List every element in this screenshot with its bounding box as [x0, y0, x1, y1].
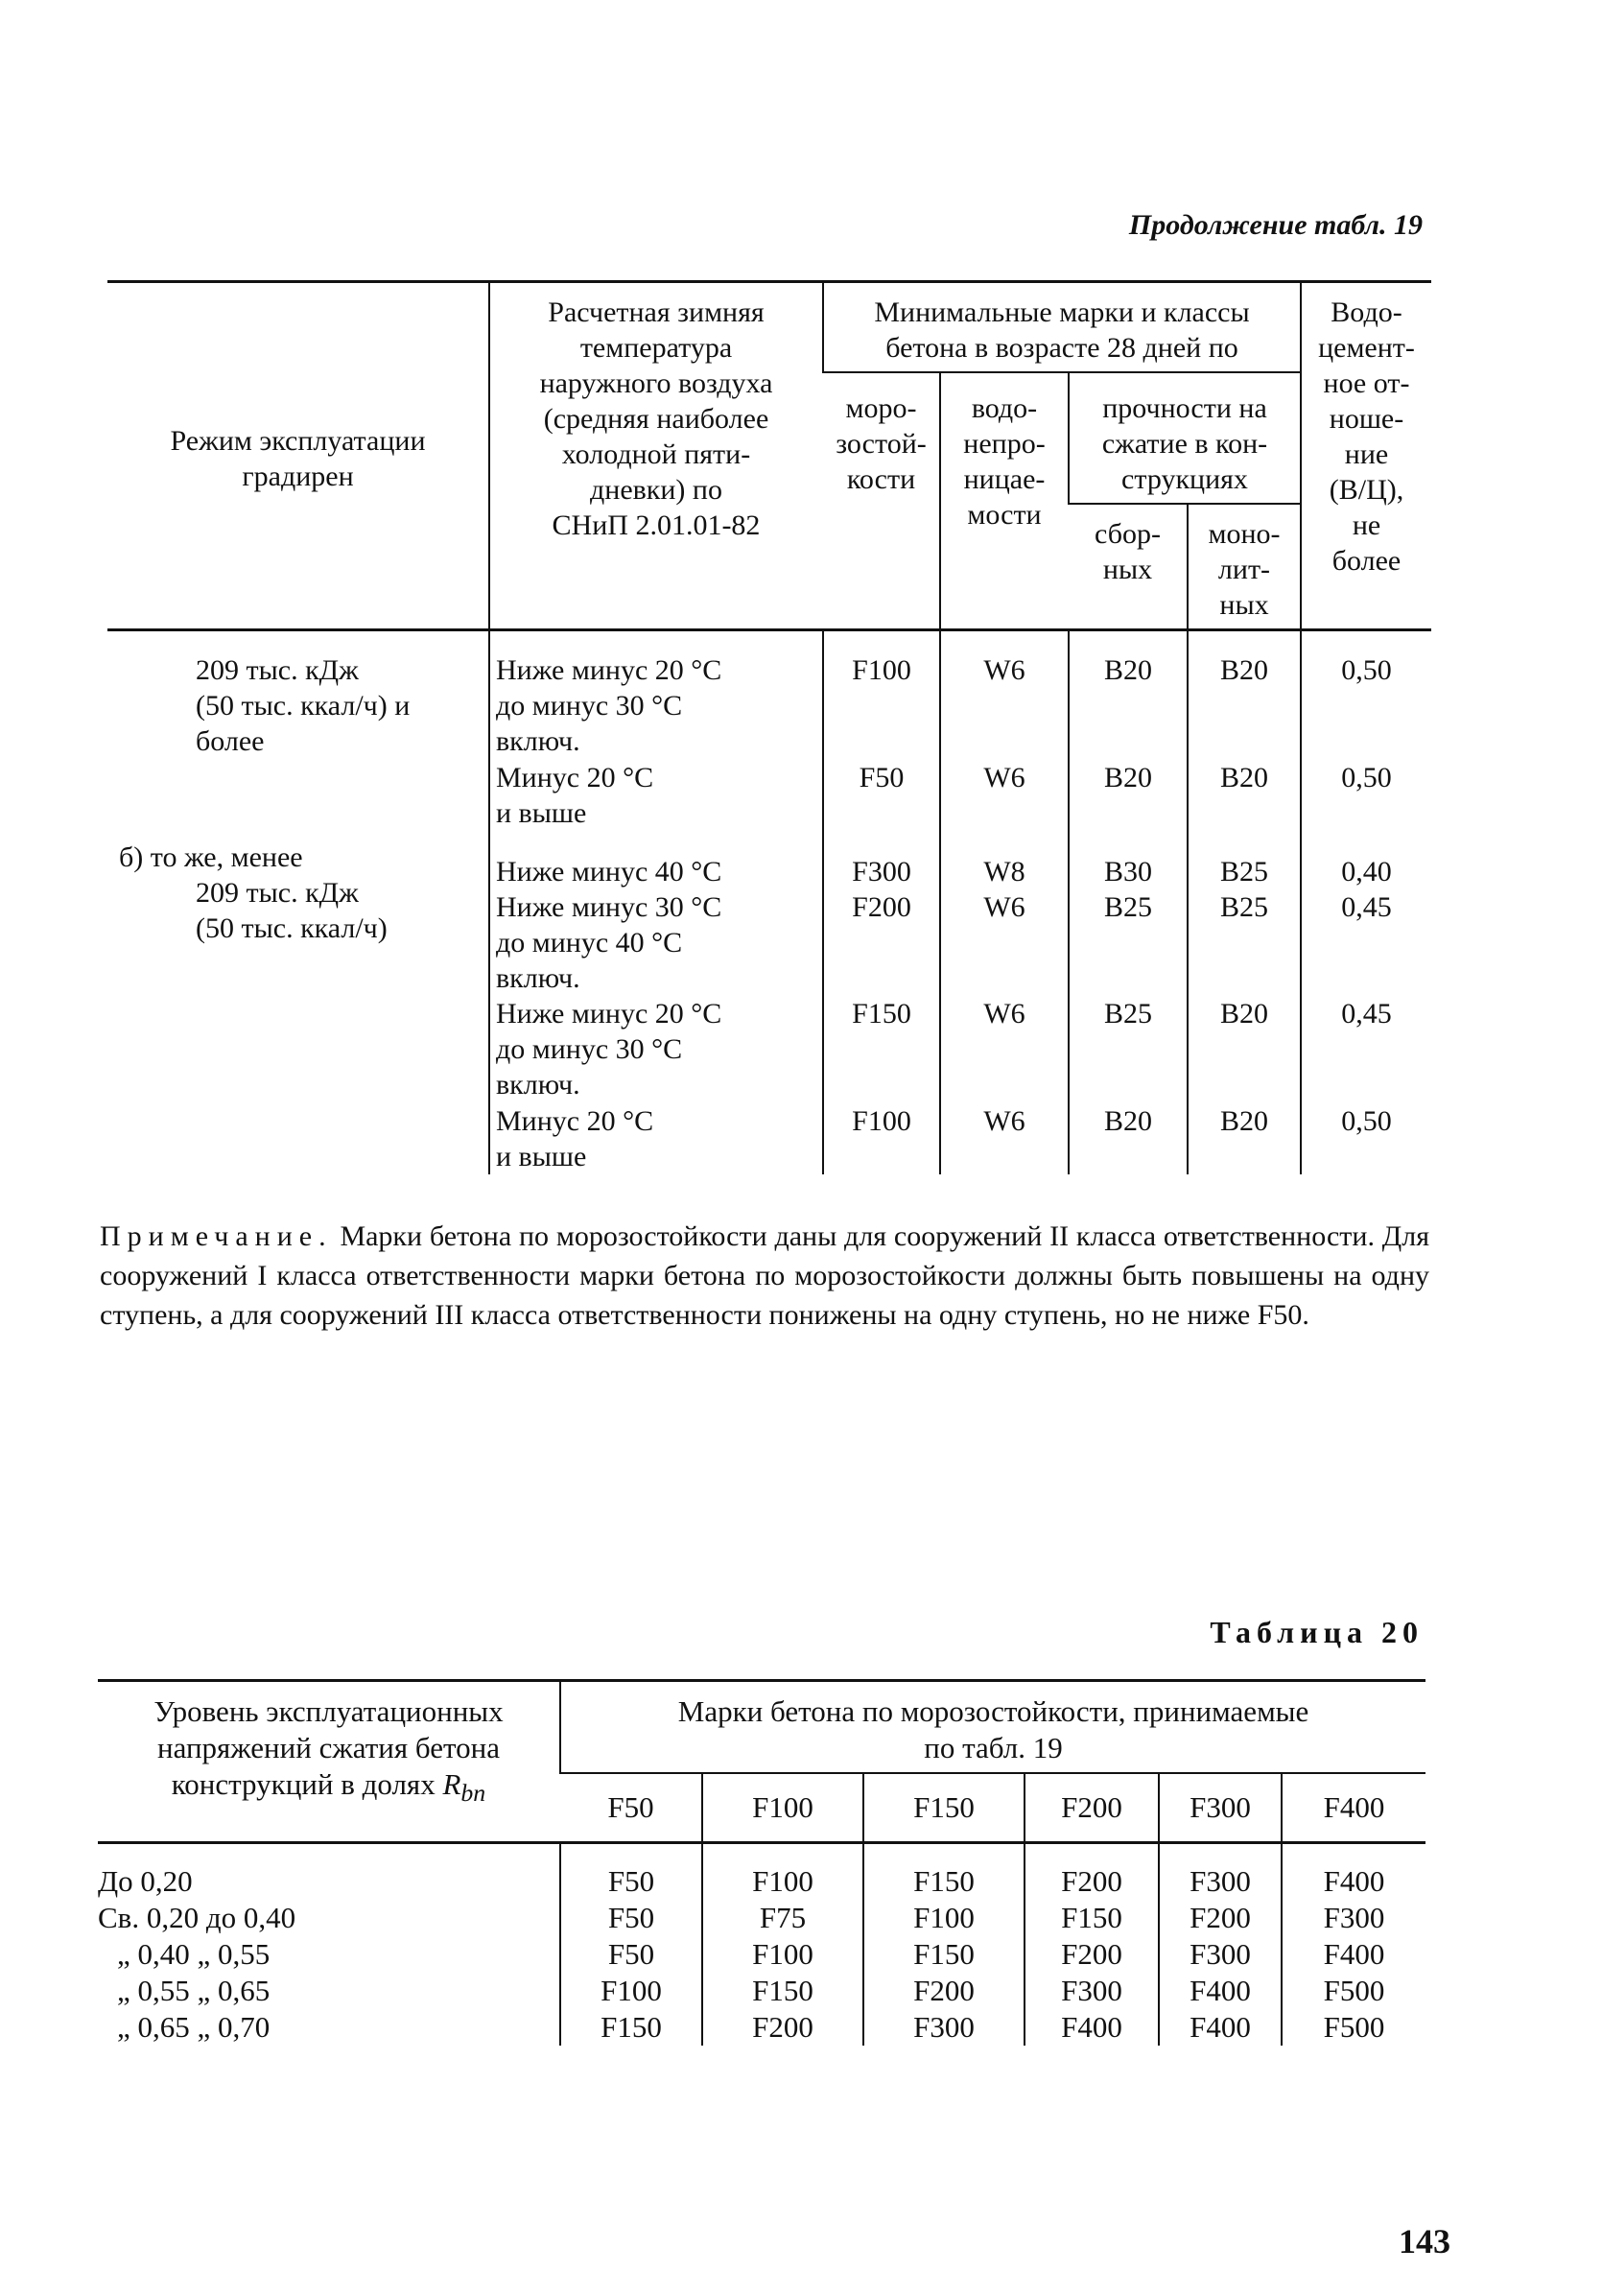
rbn-symbol: $R_{bn}$ [442, 1767, 486, 1808]
header-compressive-strength: прочности на сжатие в кон- струкциях [1069, 372, 1301, 504]
header-temperature: Расчетная зимняя температура наружного воздуха (средняя наиболее холодной пяти- дневки) по СНиП 2.01.01-82 [489, 282, 823, 630]
table-19-note [100, 1217, 1429, 1335]
header-wc-ratio: Водо- цемент- ное от- ноше- ние (В/Ц), не более [1301, 282, 1431, 630]
precast-class-column: В20 В20 В30 В25 В25 В20 [1069, 630, 1188, 1175]
values-column-f50: F50 F50 F50 F100 F150 [560, 1843, 702, 2047]
frost-grade-column: F100 F50 F300 F200 F150 F100 [823, 630, 940, 1175]
values-column-f400: F400 F300 F400 F500 F500 [1282, 1843, 1425, 2047]
header-stress-level: Уровень эксплуатационных напряжений сжатия бетона конструкций в долях $R_{bn}$ [98, 1681, 560, 1843]
column-header-f150: F150 [863, 1773, 1025, 1843]
column-header-f50: F50 [560, 1773, 702, 1843]
water-grade-column: W6 W6 W8 W6 W6 W6 [940, 630, 1069, 1175]
values-column-f200: F200 F150 F200 F300 F400 [1025, 1843, 1159, 2047]
values-column-f100: F100 F75 F100 F150 F200 [702, 1843, 863, 2047]
continuation-caption: Продолжение табл. 19 [1128, 209, 1423, 241]
temperature-column: Ниже минус 20 °С до минус 30 °С включ. Минус 20 °С и выше Ниже минус 40 °С Ниже минус 30 °С до минус 40 °С включ. Ниже минус 20 °С до минус 30 °С включ. Минус 20 °С и выше [489, 630, 823, 1175]
note-label: Примечание. [100, 1220, 333, 1252]
table-20 [98, 1679, 1425, 2046]
header-water-tightness: водо- непро- ницае- мости [940, 372, 1069, 630]
header-min-grades: Минимальные марки и классы бетона в возрасте 28 дней по [823, 282, 1301, 373]
stress-levels-column: До 0,20 Св. 0,20 до 0,40 „ 0,40 „ 0,55 „ 0,55 „ 0,65 „ 0,65 „ 0,70 [98, 1843, 560, 2047]
values-column-f300: F300 F200 F300 F400 F400 [1159, 1843, 1282, 2047]
page-number: 143 [1399, 2222, 1450, 2260]
column-header-f100: F100 [702, 1773, 863, 1843]
mode-group-a: 209 тыс. кДж (50 тыс. ккал/ч) и более б) то же, менее 209 тыс. кДж (50 тыс. ккал/ч) [107, 630, 489, 1175]
header-mode: Режим эксплуатации градирен [107, 282, 489, 630]
table-20-caption: Таблица 20 [1210, 1615, 1424, 1649]
table-19 [107, 280, 1431, 1174]
column-header-f400: F400 [1282, 1773, 1425, 1843]
values-column-f150: F150 F100 F150 F200 F300 [863, 1843, 1025, 2047]
monolithic-class-column: В20 В20 В25 В25 В20 В20 [1188, 630, 1301, 1175]
column-header-f200: F200 [1025, 1773, 1159, 1843]
header-monolithic: моно- лит- ных [1188, 504, 1301, 630]
wc-ratio-column: 0,50 0,50 0,40 0,45 0,45 0,50 [1301, 630, 1431, 1175]
header-frost-resistance: моро- зостой- кости [823, 372, 940, 630]
column-header-f300: F300 [1159, 1773, 1282, 1843]
note-text: Марки бетона по морозостойкости даны для сооружений II класса ответственности. Для сооружений I класса ответственности марки бетона по морозостойкости должны быть повышены на одну ступень, а для сооружений III класса ответственности понижены на одну ступень, но не ниже F50. [100, 1220, 1430, 1331]
header-precast: сбор- ных [1069, 504, 1188, 630]
header-frost-grades: Марки бетона по морозостойкости, принимаемые по табл. 19 [560, 1681, 1425, 1774]
